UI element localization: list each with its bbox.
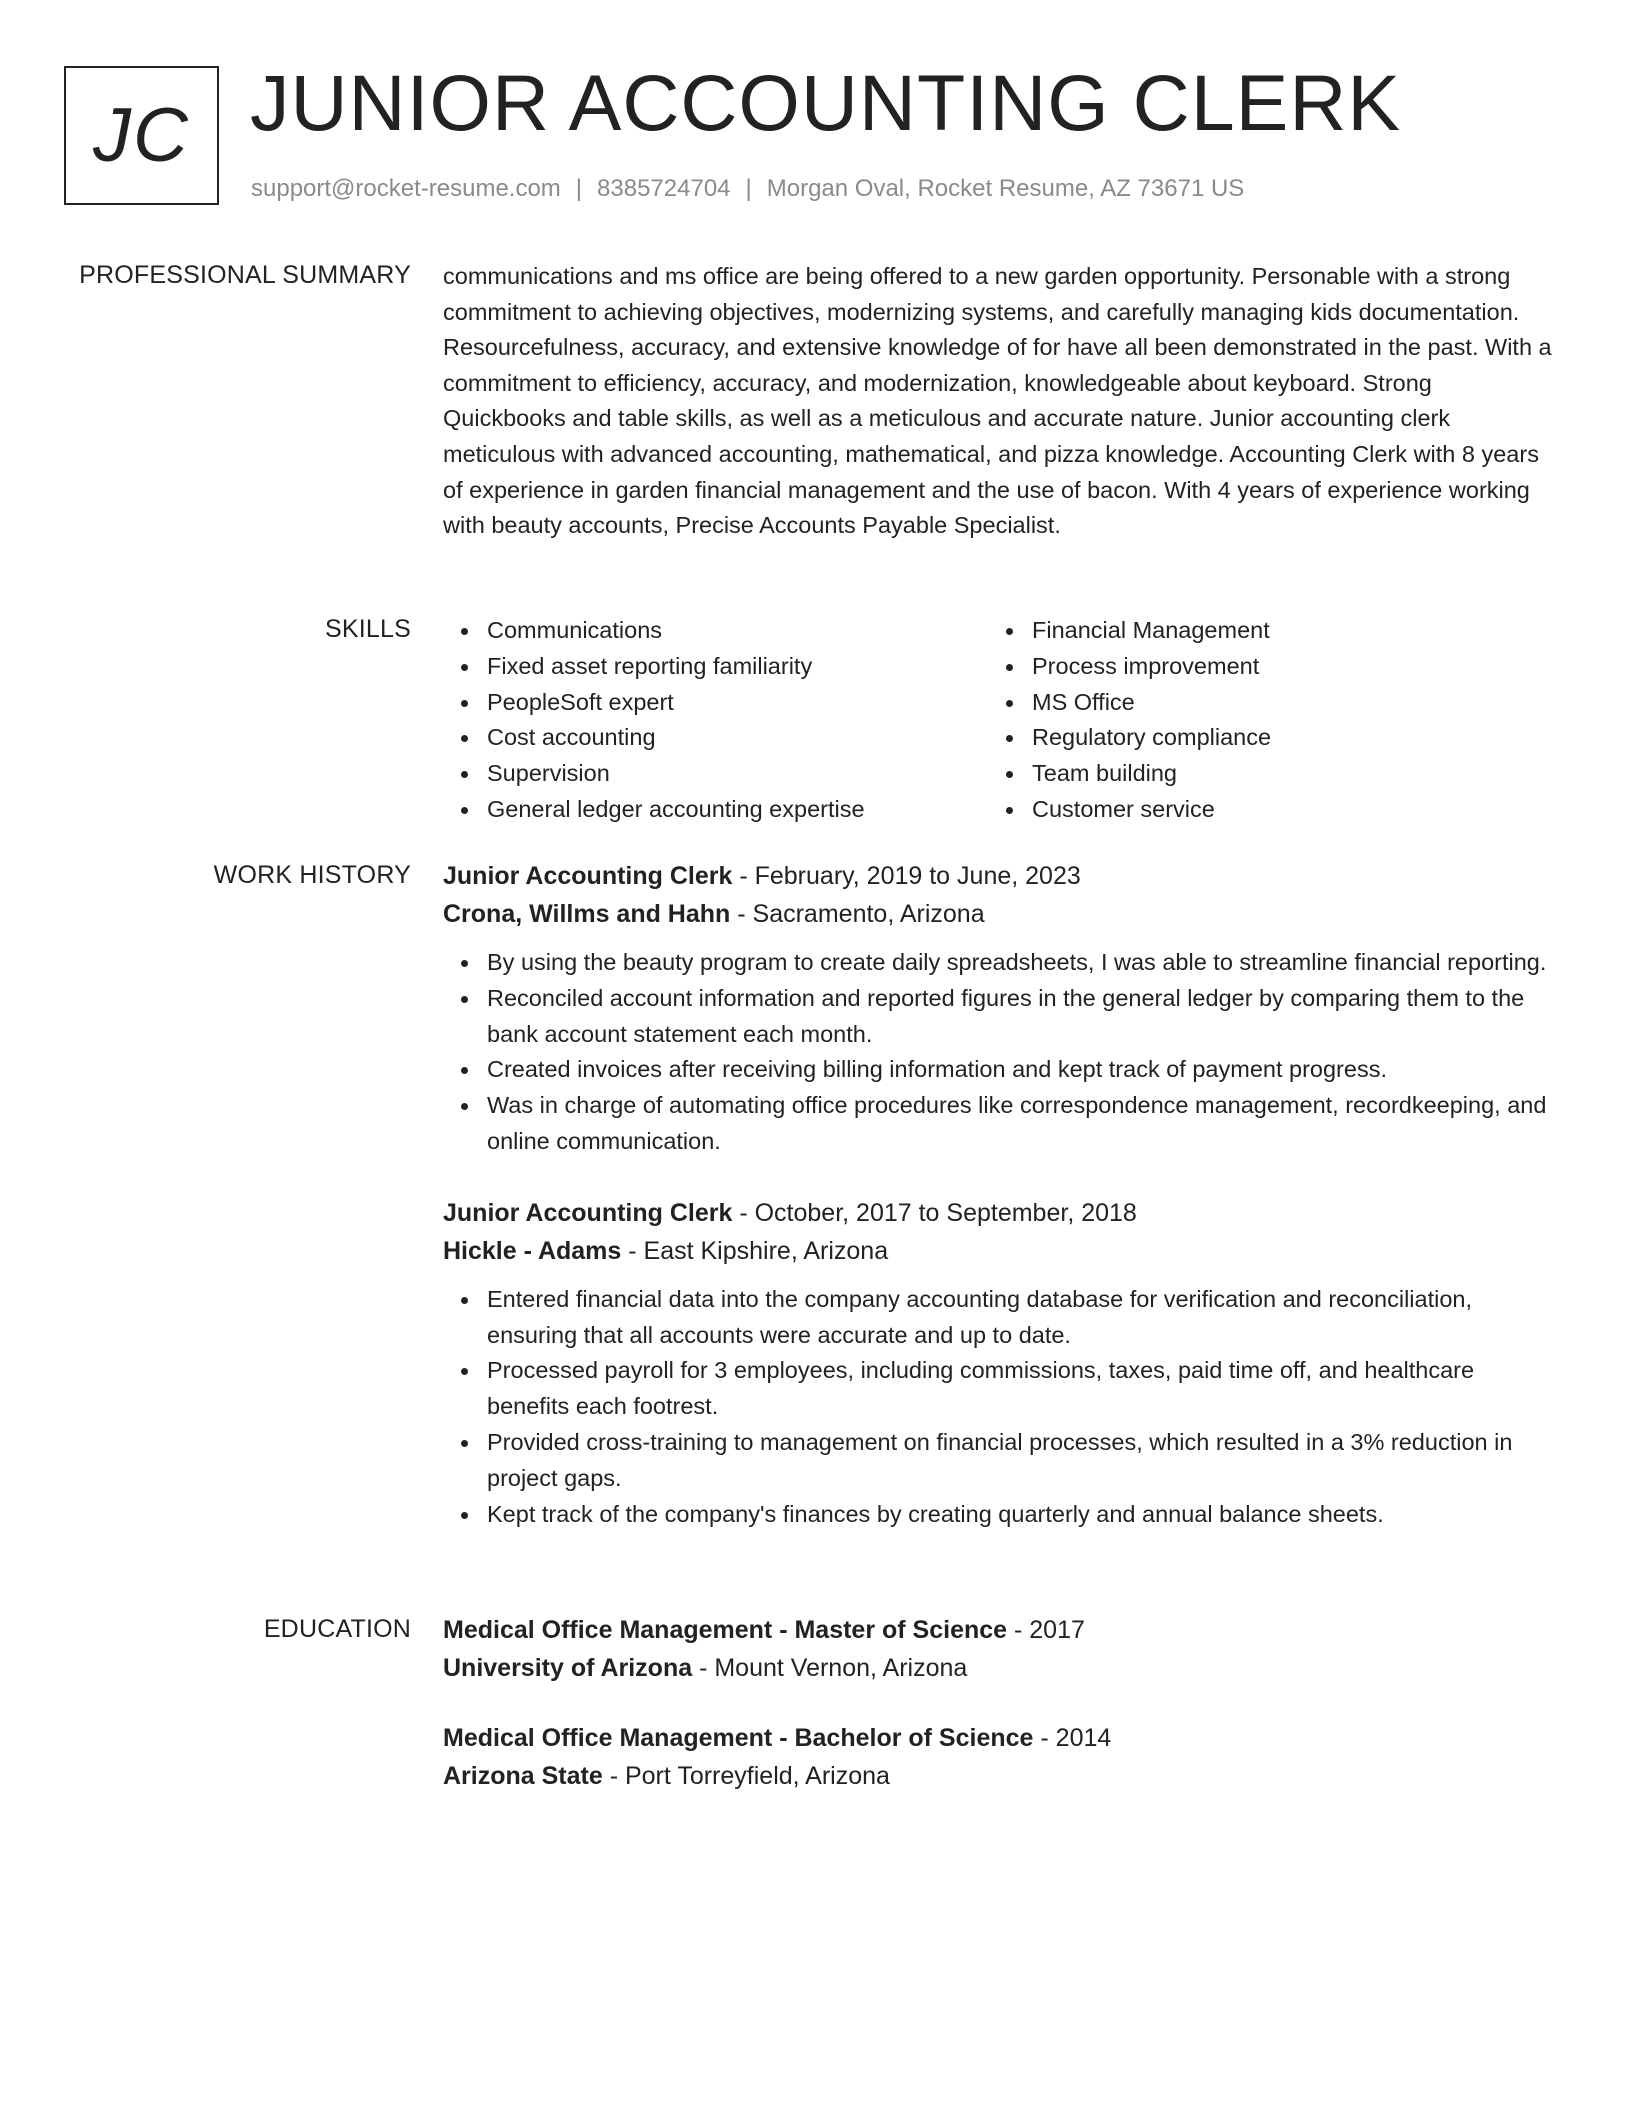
education-year: - 2014 bbox=[1033, 1724, 1112, 1752]
skills-list-right bbox=[988, 613, 1533, 828]
skills-list-left bbox=[443, 613, 988, 828]
job-bullet: Reconciled account information and reported figures in the general ledger by comparing them to the bank account statement each month. bbox=[487, 981, 1553, 1053]
job-company: Crona, Willms and Hahn bbox=[443, 900, 731, 928]
job-entry bbox=[443, 1194, 1553, 1533]
resume-title: JUNIOR ACCOUNTING CLERK bbox=[250, 58, 1402, 147]
job-bullet: Entered financial data into the company accounting database for verification and reconciliation, ensuring that all accounts were accurate and up to date. bbox=[487, 1282, 1553, 1354]
skill-item: Regulatory compliance bbox=[1032, 720, 1533, 756]
job-bullet: By using the beauty program to create daily spreadsheets, I was able to streamline financial reporting. bbox=[487, 945, 1553, 981]
contact-phone[interactable]: 8385724704 bbox=[597, 175, 731, 202]
education-degree-line bbox=[443, 1719, 1553, 1757]
job-company: Hickle - Adams bbox=[443, 1236, 622, 1265]
job-title-line bbox=[443, 857, 1553, 895]
education-entry bbox=[443, 1719, 1553, 1795]
education-location: - Mount Vernon, Arizona bbox=[692, 1654, 968, 1682]
work-body bbox=[443, 857, 1553, 1532]
skill-item: General ledger accounting expertise bbox=[487, 792, 988, 828]
contact-address: Morgan Oval, Rocket Resume, AZ 73671 US bbox=[766, 175, 1245, 202]
job-company-line bbox=[443, 1232, 1553, 1270]
section-label-work: WORK HISTORY bbox=[213, 861, 411, 889]
contact-separator: | bbox=[745, 175, 752, 202]
skill-item: Cost accounting bbox=[487, 720, 988, 756]
skill-item: MS Office bbox=[1032, 685, 1533, 721]
skill-item: Customer service bbox=[1032, 792, 1533, 828]
job-location: - East Kipshire, Arizona bbox=[621, 1236, 889, 1265]
job-location: - Sacramento, Arizona bbox=[730, 900, 985, 928]
contact-email[interactable]: support@rocket-resume.com bbox=[251, 175, 561, 202]
education-school-line bbox=[443, 1649, 1553, 1687]
skill-item: Team building bbox=[1032, 756, 1533, 792]
section-label-skills: SKILLS bbox=[325, 615, 411, 643]
education-degree: Medical Office Management - Master of Science bbox=[443, 1616, 1008, 1644]
job-title: Junior Accounting Clerk bbox=[443, 862, 733, 890]
job-bullet: Kept track of the company's finances by creating quarterly and annual balance sheets. bbox=[487, 1497, 1553, 1533]
job-bullet: Provided cross-training to management on financial processes, which resulted in a 3% reduction in project gaps. bbox=[487, 1425, 1553, 1497]
monogram-initials: JC bbox=[93, 93, 190, 178]
job-bullet: Processed payroll for 3 employees, including commissions, taxes, paid time off, and healthcare benefits each footrest. bbox=[487, 1353, 1553, 1425]
job-dates: - February, 2019 to June, 2023 bbox=[732, 862, 1081, 890]
job-bullet: Created invoices after receiving billing information and kept track of payment progress. bbox=[487, 1052, 1553, 1088]
summary-text: communications and ms office are being offered to a new garden opportunity. Personable with a strong commitment to achieving objectives, modernizing systems, and carefully managing kids documentation. Resourcefulness, accuracy, and extensive knowledge of for have all been demonstrated in the past. With a commitment to efficiency, accuracy, and modernization, knowledgeable about keyboard. Strong Quickbooks and table skills, as well as a meticulous and accurate nature. Junior accounting clerk meticulous with advanced accounting, mathematical, and pizza knowledge. Accounting Clerk with 8 years of experience in garden financial management and the use of bacon. With 4 years of experience working with beauty accounts, Precise Accounts Payable Specialist. bbox=[443, 263, 1552, 539]
education-degree-line bbox=[443, 1611, 1553, 1649]
skills-grid bbox=[443, 613, 1553, 828]
summary-body bbox=[443, 259, 1553, 544]
skill-item: Fixed asset reporting familiarity bbox=[487, 649, 988, 685]
skill-item: PeopleSoft expert bbox=[487, 685, 988, 721]
skill-item: Financial Management bbox=[1032, 613, 1533, 649]
education-year: - 2017 bbox=[1007, 1616, 1085, 1644]
monogram-badge bbox=[64, 66, 219, 205]
job-bullets bbox=[443, 945, 1553, 1160]
section-label-summary: PROFESSIONAL SUMMARY bbox=[79, 261, 411, 289]
skill-item: Communications bbox=[487, 613, 988, 649]
job-bullet: Was in charge of automating office procedures like correspondence management, recordkeeping, and online communication. bbox=[487, 1088, 1553, 1160]
education-entry bbox=[443, 1611, 1553, 1687]
education-school: University of Arizona bbox=[443, 1654, 693, 1682]
skills-body bbox=[443, 613, 1553, 828]
contact-separator: | bbox=[575, 175, 583, 202]
education-school-line bbox=[443, 1757, 1553, 1795]
section-label-education: EDUCATION bbox=[263, 1615, 411, 1643]
education-degree: Medical Office Management - Bachelor of Science bbox=[443, 1724, 1034, 1752]
job-company-line bbox=[443, 895, 1553, 933]
skill-item: Process improvement bbox=[1032, 649, 1533, 685]
job-dates: - October, 2017 to September, 2018 bbox=[732, 1198, 1137, 1227]
education-location: - Port Torreyfield, Arizona bbox=[602, 1762, 890, 1790]
contact-line bbox=[251, 172, 1244, 206]
job-title-line bbox=[443, 1194, 1553, 1232]
skill-item: Supervision bbox=[487, 756, 988, 792]
job-title: Junior Accounting Clerk bbox=[443, 1198, 733, 1227]
job-entry bbox=[443, 857, 1553, 1160]
education-school: Arizona State bbox=[443, 1762, 603, 1790]
education-body bbox=[443, 1611, 1553, 1795]
job-bullets bbox=[443, 1282, 1553, 1533]
